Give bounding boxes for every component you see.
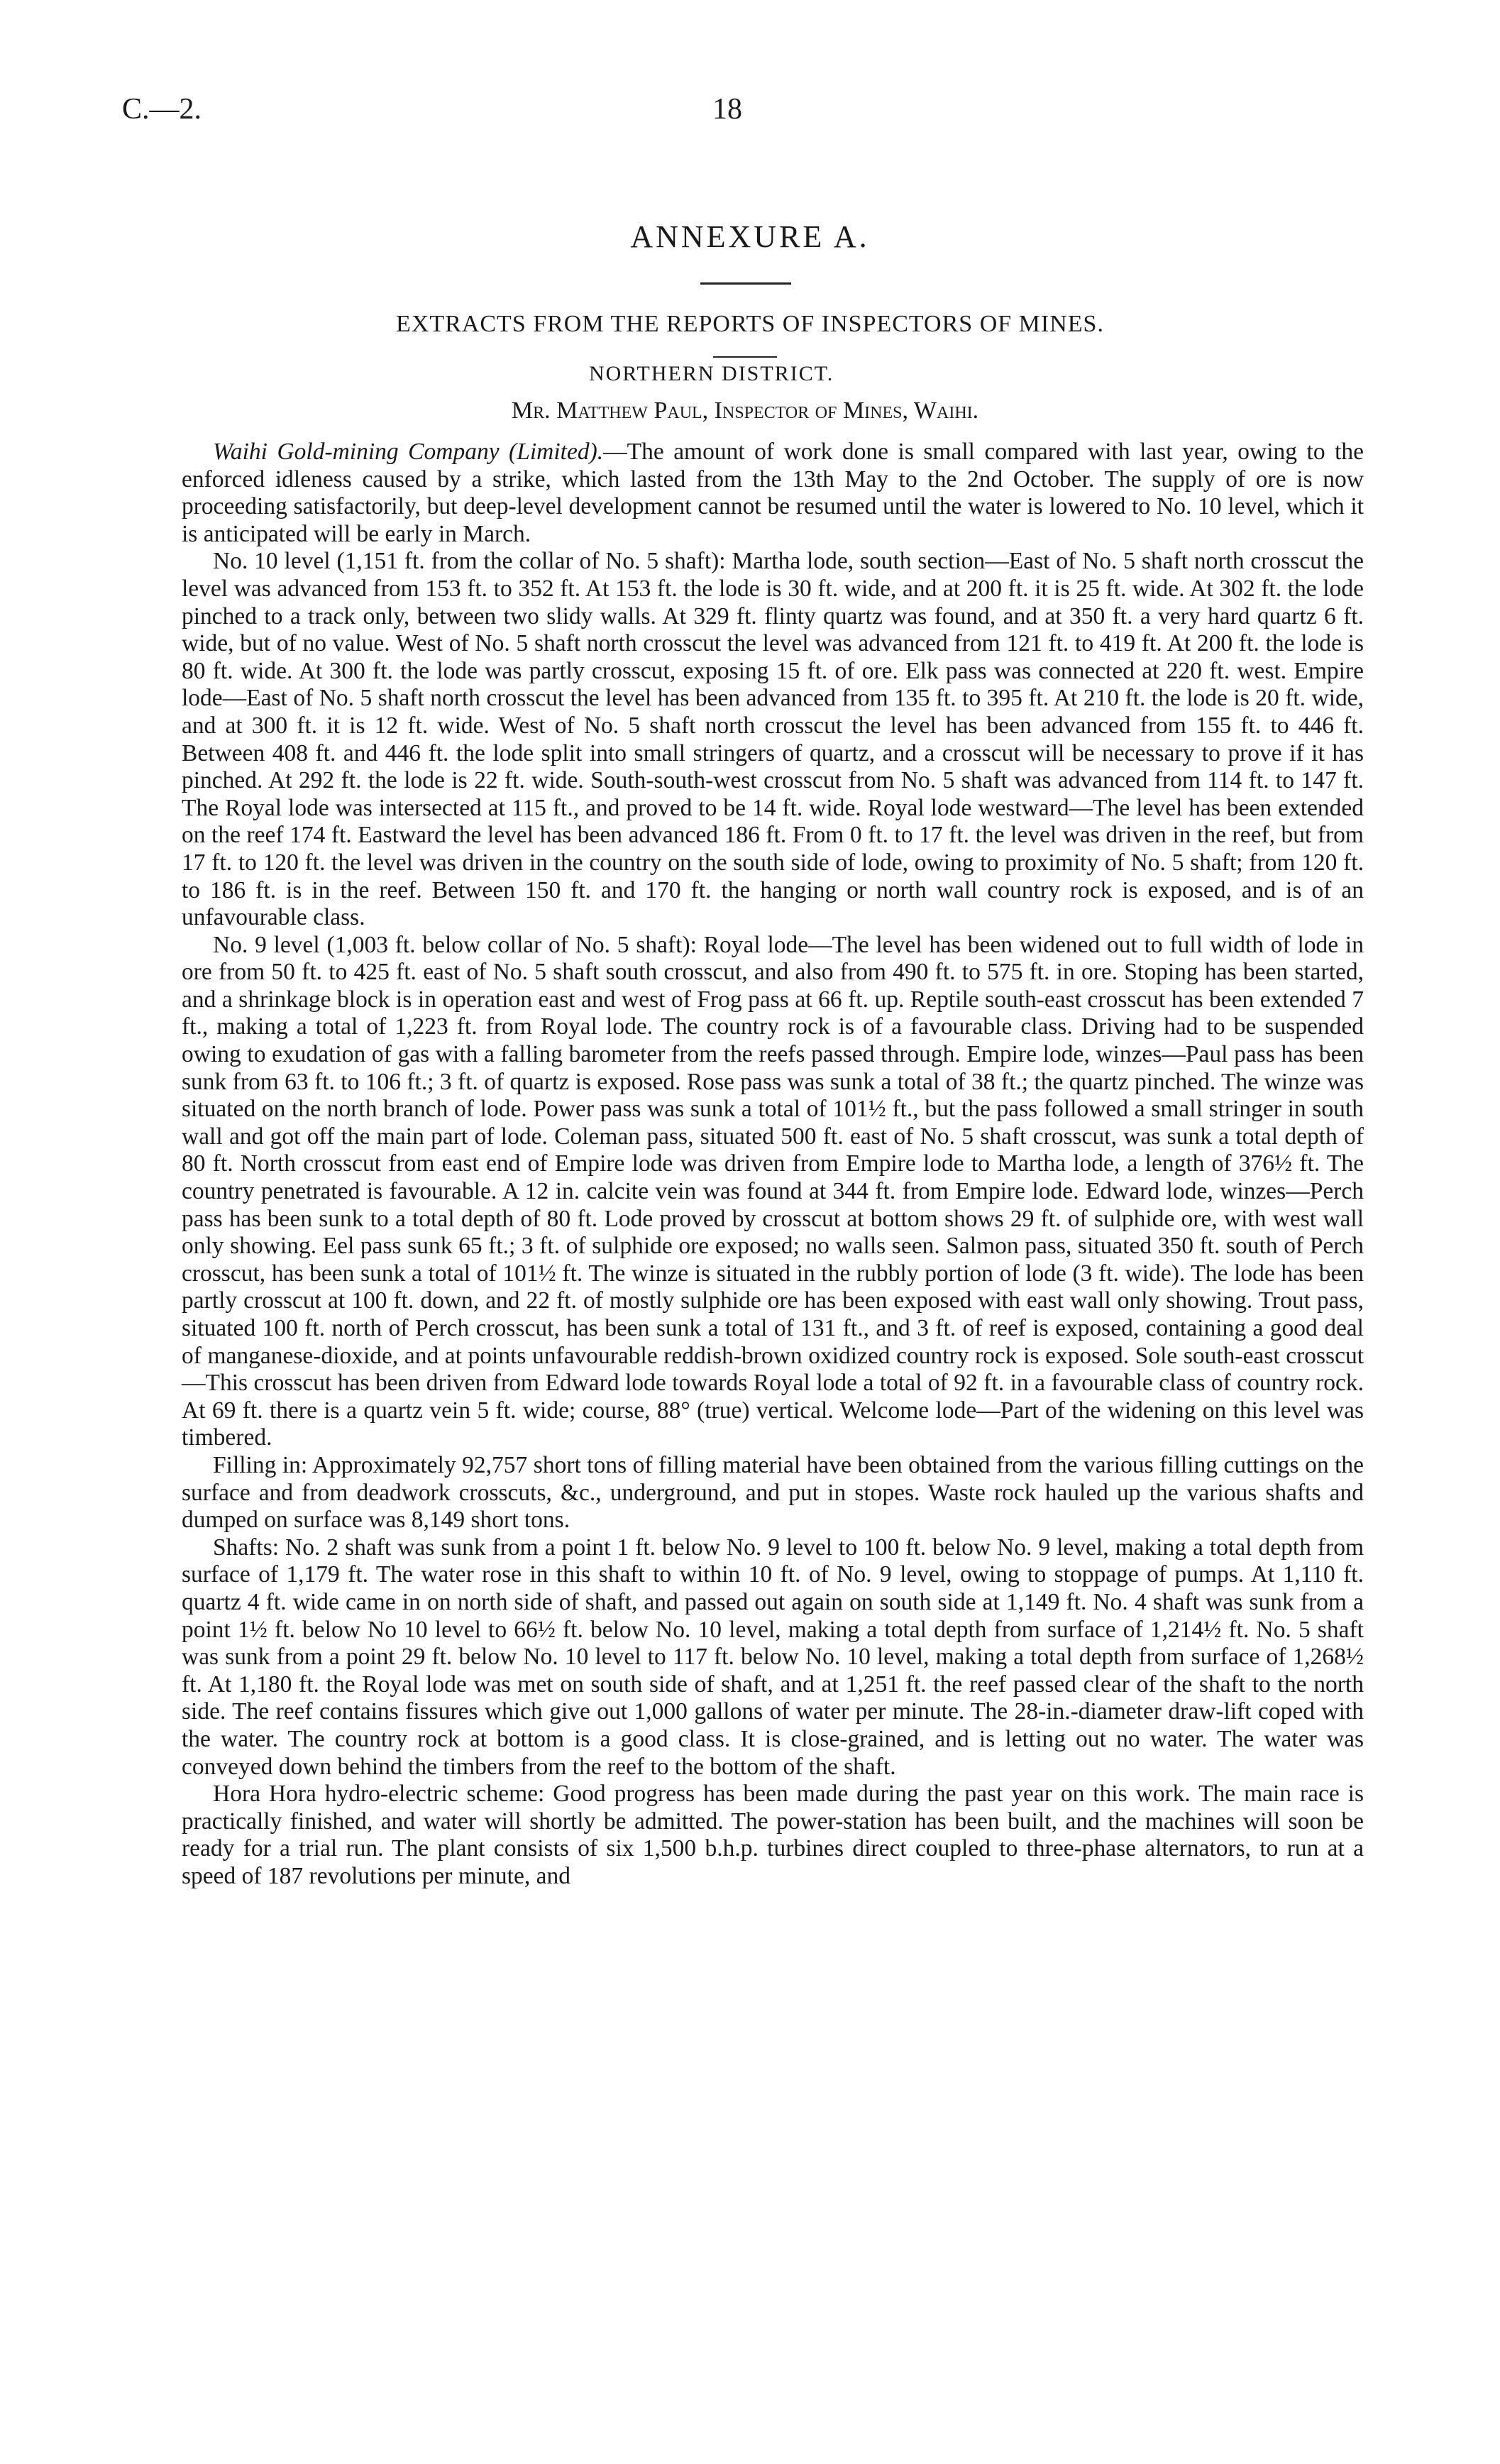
- report-body: [182, 439, 1364, 1890]
- paragraph-no10-level: No. 10 level (1,151 ft. from the collar of No. 5 shaft): Martha lode, south section—East of No. 5 shaft north crosscut the level was advanced from 153 ft. to 352 ft. At 153 ft. the lode is 30 ft. wide, and at 200 ft. it is 25 ft. wide. At 302 ft. the lode pinched to a track only, between two slidy walls. At 329 ft. flinty quartz was found, and at 350 ft. a very hard quartz 6 ft. wide, but of no value. West of No. 5 shaft north crosscut the level was advanced from 121 ft. to 419 ft. At 200 ft. the lode is 80 ft. wide. At 300 ft. the lode was partly crosscut, exposing 15 ft. of ore. Elk pass was connected at 220 ft. west. Empire lode—East of No. 5 shaft north crosscut the level has been advanced from 135 ft. to 395 ft. At 210 ft. the lode is 20 ft. wide, and at 300 ft. it is 12 ft. wide. West of No. 5 shaft north crosscut the level has been advanced from 155 ft. to 446 ft. Between 408 ft. and 446 ft. the lode split into small stringers of quartz, and a crosscut will be necessary to prove if it has pinched. At 292 ft. the lode is 22 ft. wide. South-south-west crosscut from No. 5 shaft was advanced from 114 ft. to 147 ft. The Royal lode was intersected at 115 ft., and proved to be 14 ft. wide. Royal lode westward—The level has been extended on the reef 174 ft. Eastward the level has been advanced 186 ft. From 0 ft. to 17 ft. the level was driven in the reef, but from 17 ft. to 120 ft. the level was driven in the country on the south side of lode, owing to proximity of No. 5 shaft; from 120 ft. to 186 ft. is in the reef. Between 150 ft. and 170 ft. the hanging or north wall country rock is exposed, and is of an unfavourable class.: [182, 548, 1364, 931]
- report-reference: C.—2.: [122, 93, 202, 126]
- paragraph-no9-level: No. 9 level (1,003 ft. below collar of No. 5 shaft): Royal lode—The level has been widened out to full width of lode in ore from 50 ft. to 425 ft. east of No. 5 shaft south crosscut, and also from 490 ft. to 575 ft. in ore. Stoping has been started, and a shrinkage block is in operation east and west of Frog pass at 66 ft. up. Reptile south-east crosscut has been extended 7 ft., making a total of 1,223 ft. from Royal lode. The country rock is of a favourable class. Driving had to be suspended owing to exudation of gas with a falling barometer from the reefs passed through. Empire lode, winzes—Paul pass has been sunk from 63 ft. to 106 ft.; 3 ft. of quartz is exposed. Rose pass was sunk a total of 38 ft.; the quartz pinched. The winze was situated on the north branch of lode. Power pass was sunk a total of 101½ ft., but the pass followed a small stringer in south wall and got off the main part of lode. Coleman pass, situated 500 ft. east of No. 5 shaft crosscut, was sunk a total depth of 80 ft. North crosscut from east end of Empire lode was driven from Empire lode to Martha lode, a length of 376½ ft. The country penetrated is favourable. A 12 in. calcite vein was found at 344 ft. from Empire lode. Edward lode, winzes—Perch pass has been sunk to a total depth of 80 ft. Lode proved by crosscut at bottom shows 29 ft. of sulphide ore, with west wall only showing. Eel pass sunk 65 ft.; 3 ft. of sulphide ore exposed; no walls seen. Salmon pass, situated 350 ft. south of Perch crosscut, has been sunk a total of 101½ ft. The winze is situated in the rubbly portion of lode (3 ft. wide). The lode has been partly crosscut at 100 ft. down, and 22 ft. of mostly sulphide ore has been exposed with east wall only showing. Trout pass, situated 100 ft. north of Perch crosscut, has been sunk a total of 131 ft., and 3 ft. of reef is exposed, containing a good deal of manganese-dioxide, and at points unfavourable reddish-brown oxidized country rock is exposed. Sole south-east crosscut—This crosscut has been driven from Edward lode towards Royal lode a total of 92 ft. in a favourable class of country rock. At 69 ft. there is a quartz vein 5 ft. wide; course, 88° (true) vertical. Welcome lode—Part of the widening on this level was timbered.: [182, 931, 1364, 1451]
- paragraph-shafts: Shafts: No. 2 shaft was sunk from a point 1 ft. below No. 9 level to 100 ft. below No. 9 level, making a total depth from surface of 1,179 ft. The water rose in this shaft to within 10 ft. of No. 9 level, owing to stoppage of pumps. At 1,110 ft. quartz 4 ft. wide came in on north side of shaft, and passed out again on south side at 1,149 ft. No. 4 shaft was sunk from a point 1½ ft. below No 10 level to 66½ ft. below No. 10 level, making a total depth from surface of 1,214½ ft. No. 5 shaft was sunk from a point 29 ft. below No. 10 level to 117 ft. below No. 10 level, making a total depth from surface of 1,268½ ft. At 1,180 ft. the Royal lode was met on south side of shaft, and at 1,251 ft. the reef passed clear of the shaft to the north side. The reef contains fissures which give out 1,000 gallons of water per minute. The 28-in.-diameter draw-lift coped with the water. The country rock at bottom is a good class. It is close-grained, and is letting out no water. The water was conveyed down behind the timbers from the reef to the bottom of the shaft.: [182, 1534, 1364, 1780]
- paragraph-waihi-company: [182, 439, 1364, 548]
- paragraph-text: —The amount of work done is small compared with last year, owing to the enforced idleness caused by a strike, which lasted from the 13th May to the 2nd October. The supply of ore is now proceeding satisfactorily, but deep-level development cannot be resumed until the water is lowered to No. 10 level, which it is anticipated will be early in March.: [182, 439, 1364, 547]
- annexure-title: ANNEXURE A.: [630, 219, 870, 254]
- page-number: 18: [712, 93, 742, 126]
- paragraph-filling-in: Filling in: Approximately 92,757 short tons of filling material have been obtained from the various filling cuttings on the surface and from deadwork crosscuts, &c., underground, and put in stopes. Waste rock hauled up the various shafts and dumped on surface was 8,149 short tons.: [182, 1451, 1364, 1534]
- inspector-heading: Mr. Matthew Paul, Inspector of Mines, Waihi.: [511, 397, 979, 424]
- paragraph-hora-hora: Hora Hora hydro-electric scheme: Good progress has been made during the past year on this work. The main race is practically finished, and water will shortly be admitted. The power-station has been built, and the machines will soon be ready for a trial run. The plant consists of six 1,500 b.h.p. turbines direct coupled to three-phase alternators, to run at a speed of 187 revolutions per minute, and: [182, 1781, 1364, 1889]
- title-rule: [700, 282, 791, 285]
- section-heading: EXTRACTS FROM THE REPORTS OF INSPECTORS OF MINES.: [396, 311, 1104, 337]
- heading-rule: [713, 356, 777, 358]
- district-heading: NORTHERN DISTRICT.: [589, 362, 834, 385]
- company-name: Waihi Gold-mining Company (Limited).: [213, 439, 604, 465]
